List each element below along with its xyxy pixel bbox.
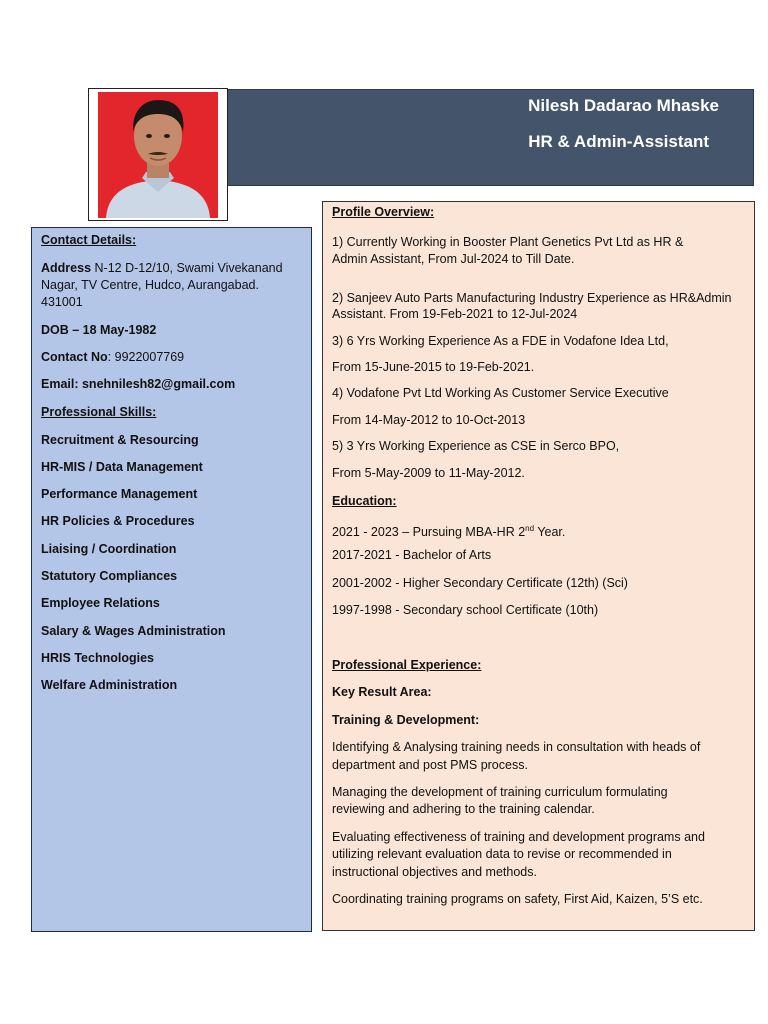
experience-paragraph-line: reviewing and adhering to the training calendar. <box>332 802 595 816</box>
skill-item: Statutory Compliances <box>41 569 178 583</box>
profile-line: 1) Currently Working in Booster Plant Genetics Pvt Ltd as HR & <box>332 235 684 249</box>
mba-text: 2021 - 2023 – Pursuing MBA-HR 2 <box>332 525 526 540</box>
main-content <box>322 201 755 931</box>
person-portrait-icon <box>98 92 218 218</box>
phone-value: : 9922007769 <box>107 350 185 364</box>
phone-label: Contact No <box>41 350 108 364</box>
profile-photo <box>98 92 218 218</box>
profile-line: 4) Vodafone Pvt Ltd Working As Customer Service Executive <box>332 386 669 400</box>
education-item: 2001-2002 - Higher Secondary Certificate (12th) (Sci) <box>332 576 628 590</box>
skill-item: Salary & Wages Administration <box>41 624 226 638</box>
email[interactable]: Email: snehnilesh82@gmail.com <box>41 377 236 391</box>
education-item: 1997-1998 - Secondary school Certificate (10th) <box>332 603 599 617</box>
skill-item: Recruitment & Resourcing <box>41 433 199 447</box>
candidate-role: HR & Admin-Assistant <box>528 132 709 151</box>
experience-paragraph-line: Coordinating training programs on safety, First Aid, Kaizen, 5’S etc. <box>332 892 703 906</box>
education-heading: Education: <box>332 494 397 508</box>
td-heading: Training & Development: <box>332 713 480 727</box>
address-value-1: N-12 D-12/10, Swami Vivekanand <box>91 261 283 275</box>
experience-paragraph-line: department and post PMS process. <box>332 758 528 772</box>
profile-line: From 15-June-2015 to 19-Feb-2021. <box>332 360 535 374</box>
skill-item: Performance Management <box>41 487 198 501</box>
profile-line: 5) 3 Yrs Working Experience as CSE in Serco BPO, <box>332 439 620 453</box>
skill-item: Liaising / Coordination <box>41 542 177 556</box>
skill-item: HR Policies & Procedures <box>41 514 195 528</box>
left-sidebar <box>31 227 312 932</box>
skill-item: HRIS Technologies <box>41 651 154 665</box>
experience-paragraph-line: Managing the development of training curriculum formulating <box>332 785 668 799</box>
skill-item: Welfare Administration <box>41 678 178 692</box>
address-line-3: 431001 <box>41 295 83 309</box>
kra-heading: Key Result Area: <box>332 685 432 699</box>
skill-item: Employee Relations <box>41 596 160 610</box>
dob: DOB – 18 May-1982 <box>41 323 157 337</box>
mba-sup: nd <box>525 524 535 533</box>
experience-paragraph-line: Evaluating effectiveness of training and development programs and <box>332 830 705 844</box>
mba-suffix: Year. <box>534 525 566 540</box>
profile-line: 3) 6 Yrs Working Experience As a FDE in Vodafone Idea Ltd, <box>332 334 669 348</box>
profile-line: From 14-May-2012 to 10-Oct-2013 <box>332 413 526 427</box>
profile-photo-frame <box>88 88 228 221</box>
experience-paragraph-line: instructional objectives and methods. <box>332 865 537 879</box>
phone <box>41 349 184 366</box>
education-item: 2017-2021 - Bachelor of Arts <box>332 548 492 562</box>
address-line-1 <box>41 260 283 277</box>
profile-line: Admin Assistant, From Jul-2024 to Till Date. <box>332 252 575 266</box>
profile-line: 2) Sanjeev Auto Parts Manufacturing Industry Experience as HR&Admin <box>332 291 732 305</box>
address-label: Address <box>41 261 92 275</box>
address-line-2: Nagar, TV Centre, Hudco, Aurangabad. <box>41 278 259 292</box>
candidate-name: Nilesh Dadarao Mhaske <box>528 96 719 115</box>
profile-heading: Profile Overview: <box>332 205 435 219</box>
experience-paragraph-line: Identifying & Analysing training needs in consultation with heads of <box>332 740 701 754</box>
profile-line: Assistant. From 19-Feb-2021 to 12-Jul-2024 <box>332 307 578 321</box>
education-item-mba <box>332 520 565 541</box>
profile-line: From 5-May-2009 to 11-May-2012. <box>332 466 525 480</box>
experience-heading: Professional Experience: <box>332 658 482 672</box>
skills-heading: Professional Skills: <box>41 405 157 419</box>
contact-heading: Contact Details: <box>41 233 137 247</box>
skill-item: HR-MIS / Data Management <box>41 460 203 474</box>
experience-paragraph-line: utilizing relevant evaluation data to revise or recommended in <box>332 847 672 861</box>
